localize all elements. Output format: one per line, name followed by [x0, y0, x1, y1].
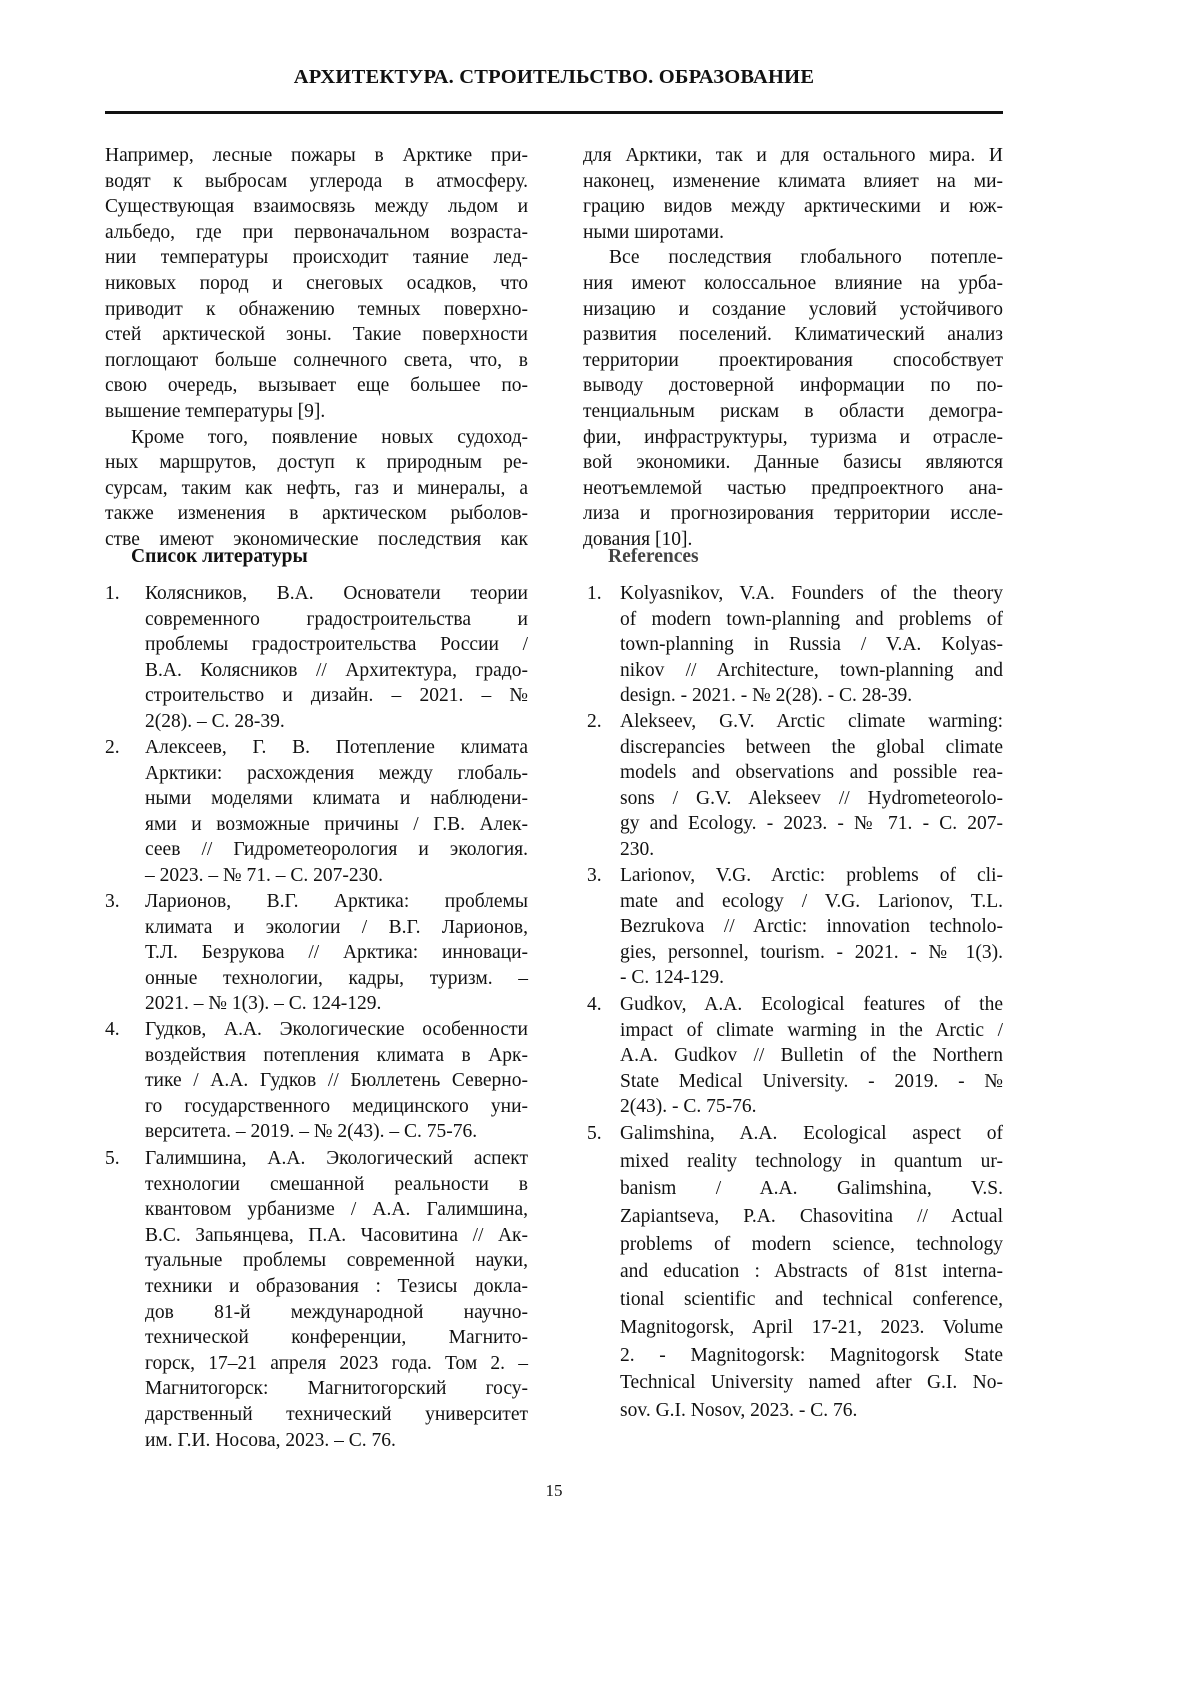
paragraph [583, 143, 1003, 245]
text-line: Гудков, А.А. Экологические особенности [145, 1017, 528, 1043]
text-line: наконец, изменение климата влияет на ми- [583, 169, 1003, 195]
text-line: ными широтами. [583, 220, 1003, 246]
text-line: problems of modern science, technology [620, 1231, 1003, 1259]
text-line: дов 81-й международной научно- [145, 1300, 528, 1326]
text-line: В.С. Запьянцева, П.А. Часовитина // Ак- [145, 1223, 528, 1249]
text-line: Magnitogorsk, April 17-21, 2023. Volume [620, 1314, 1003, 1342]
text-line: воздействия потепления климата в Арк- [145, 1043, 528, 1069]
text-line: климата и экологии / В.Г. Ларионов, [145, 915, 528, 941]
text-line: современного градостроительства и [145, 607, 528, 633]
text-line: Существующая взаимосвязь между льдом и [105, 194, 528, 220]
text-line: 2. - Magnitogorsk: Magnitogorsk State [620, 1342, 1003, 1370]
text-line: технологии смешанной реальности в [145, 1172, 528, 1198]
reference-item [145, 1017, 528, 1145]
text-line: State Medical University. - 2019. - № [620, 1069, 1003, 1095]
reference-item [620, 1120, 1003, 1425]
text-line: вой экономики. Данные базисы являются [583, 450, 1003, 476]
text-line: тике / А.А. Гудков // Бюллетень Северно- [145, 1068, 528, 1094]
text-line: ями и возможные причины / Г.В. Алек- [145, 812, 528, 838]
reference-number: 4. [105, 1017, 120, 1043]
text-line: Т.Л. Безрукова // Арктика: инноваци- [145, 940, 528, 966]
reference-item [145, 735, 528, 889]
paragraph [583, 245, 1003, 552]
text-line: discrepancies between the global climate [620, 735, 1003, 761]
text-line: лиза и прогнозирования территории иссле- [583, 501, 1003, 527]
text-line: водят к выбросам углерода в атмосферу. [105, 169, 528, 195]
text-line: альбедо, где при первоначальном возраста- [105, 220, 528, 246]
text-line: для Арктики, так и для остального мира. И [583, 143, 1003, 169]
text-line: развития поселений. Климатический анализ [583, 322, 1003, 348]
text-line: 230. [620, 837, 1003, 863]
text-line: Все последствия глобального потепле- [609, 245, 1003, 271]
text-line: Ларионов, В.Г. Арктика: проблемы [145, 889, 528, 915]
text-line: Technical University named after G.I. No- [620, 1369, 1003, 1397]
reference-item [145, 1146, 528, 1453]
text-line: ния имеют колоссальное влияние на урба- [583, 271, 1003, 297]
text-line: фии, инфраструктуры, туризма и отрасле- [583, 425, 1003, 451]
text-line: Например, лесные пожары в Арктике при- [105, 143, 528, 169]
text-line: техники и образования : Тезисы докла- [145, 1274, 528, 1300]
reference-item [145, 581, 528, 735]
text-line: sov. G.I. Nosov, 2023. - С. 76. [620, 1397, 1003, 1425]
reference-item [620, 581, 1003, 709]
text-line: Alekseev, G.V. Arctic climate warming: [620, 709, 1003, 735]
text-line: стве имеют экономические последствия как [105, 527, 528, 553]
references-heading-ru: Список литературы [131, 544, 308, 570]
text-line: Gudkov, A.A. Ecological features of the [620, 992, 1003, 1018]
text-line: mate and ecology / V.G. Larionov, T.L. [620, 889, 1003, 915]
text-line: ными моделями климата и наблюдени- [145, 786, 528, 812]
reference-number: 1. [587, 581, 602, 607]
reference-item [620, 992, 1003, 1120]
text-line: выводу достоверной информации по по- [583, 373, 1003, 399]
text-line: sons / G.V. Alekseev // Hydrometeorolo- [620, 786, 1003, 812]
text-line: mixed reality technology in quantum ur- [620, 1148, 1003, 1176]
reference-number: 4. [587, 992, 602, 1018]
left-column-text [105, 143, 528, 553]
header-rule [105, 111, 1003, 114]
text-line: of modern town-planning and problems of [620, 607, 1003, 633]
text-line: models and observations and possible rea- [620, 760, 1003, 786]
text-line: территории проектирования способствует [583, 348, 1003, 374]
text-line: gy and Ecology. - 2023. - № 71. - С. 207- [620, 811, 1003, 837]
text-line: никовых пород и снеговых осадков, что [105, 271, 528, 297]
text-line: свою очередь, вызывает еще большее по- [105, 373, 528, 399]
reference-number: 2. [105, 735, 120, 761]
text-line: поглощают больше солнечного света, что, в [105, 348, 528, 374]
page-number: 15 [0, 1481, 1108, 1501]
text-line: вышение температуры [9]. [105, 399, 528, 425]
text-line: Larionov, V.G. Arctic: problems of cli- [620, 863, 1003, 889]
paragraph [105, 143, 528, 425]
text-line: 2(43). - С. 75-76. [620, 1094, 1003, 1120]
text-line: A.A. Gudkov // Bulletin of the Northern [620, 1043, 1003, 1069]
text-line: стей арктической зоны. Такие поверхности [105, 322, 528, 348]
text-line: Кроме того, появление новых судоход- [131, 425, 528, 451]
text-line: design. - 2021. - № 2(28). - С. 28-39. [620, 683, 1003, 709]
reference-number: 3. [105, 889, 120, 915]
text-line: and education : Abstracts of 81st interna- [620, 1258, 1003, 1286]
text-line: го государственного медицинского уни- [145, 1094, 528, 1120]
text-line: низацию и создание условий устойчивого [583, 297, 1003, 323]
text-line: nikov // Architecture, town-planning and [620, 658, 1003, 684]
text-line: тенциальным рискам в области демогра- [583, 399, 1003, 425]
text-line: gies, personnel, tourism. - 2021. - № 1(3). [620, 940, 1003, 966]
reference-number: 3. [587, 863, 602, 889]
text-line: дарственный технический университет [145, 1402, 528, 1428]
text-line: В.А. Колясников // Архитектура, градо- [145, 658, 528, 684]
reference-item [620, 709, 1003, 863]
text-line: проблемы градостроительства России / [145, 632, 528, 658]
reference-number: 2. [587, 709, 602, 735]
text-line: приводит к обнажению темных поверхно- [105, 297, 528, 323]
text-line: Магнитогорск: Магнитогорский госу- [145, 1376, 528, 1402]
text-line: сурсам, таким как нефть, газ и минералы, а [105, 476, 528, 502]
right-column-text [583, 143, 1003, 553]
text-line: им. Г.И. Носова, 2023. – С. 76. [145, 1428, 528, 1454]
reference-item [145, 889, 528, 1017]
text-line: Галимшина, А.А. Экологический аспект [145, 1146, 528, 1172]
reference-item [620, 863, 1003, 991]
text-line: горск, 17–21 апреля 2023 года. Том 2. – [145, 1351, 528, 1377]
text-line: строительство и дизайн. – 2021. – № [145, 683, 528, 709]
text-line: верситета. – 2019. – № 2(43). – С. 75-76. [145, 1119, 528, 1145]
text-line: Арктики: расхождения между глобаль- [145, 761, 528, 787]
text-line: 2021. – № 1(3). – С. 124-129. [145, 991, 528, 1017]
text-line: нии температуры происходит таяние лед- [105, 245, 528, 271]
running-header: АРХИТЕКТУРА. СТРОИТЕЛЬСТВО. ОБРАЗОВАНИЕ [105, 66, 1003, 89]
text-line: грацию видов между арктическими и юж- [583, 194, 1003, 220]
references-heading-en: References [608, 544, 699, 570]
text-line: Алексеев, Г. В. Потепление климата [145, 735, 528, 761]
reference-number: 5. [105, 1146, 120, 1172]
text-line: технической конференции, Магнито- [145, 1325, 528, 1351]
reference-number: 5. [587, 1121, 602, 1147]
reference-number: 1. [105, 581, 120, 607]
text-line: онные технологии, кадры, туризм. – [145, 966, 528, 992]
text-line: Bezrukova // Arctic: innovation technolo- [620, 914, 1003, 940]
paragraph [105, 425, 528, 553]
text-line: туальные проблемы современной науки, [145, 1248, 528, 1274]
text-line: – 2023. – № 71. – С. 207-230. [145, 863, 528, 889]
text-line: 2(28). – С. 28-39. [145, 709, 528, 735]
text-line: неотъемлемой частью предпроектного ана- [583, 476, 1003, 502]
text-line: Zapiantseva, P.A. Chasovitina // Actual [620, 1203, 1003, 1231]
text-line: Kolyasnikov, V.A. Founders of the theory [620, 581, 1003, 607]
text-line: Колясников, В.А. Основатели теории [145, 581, 528, 607]
text-line: tional scientific and technical conference, [620, 1286, 1003, 1314]
text-line: дования [10]. [583, 527, 1003, 553]
text-line: Galimshina, A.A. Ecological aspect of [620, 1120, 1003, 1148]
text-line: town-planning in Russia / V.A. Kolyas- [620, 632, 1003, 658]
text-line: ных маршрутов, доступ к природным ре- [105, 450, 528, 476]
text-line: сеев // Гидрометеорология и экология. [145, 837, 528, 863]
text-line: banism / A.A. Galimshina, V.S. [620, 1175, 1003, 1203]
text-line: квантовом урбанизме / А.А. Галимшина, [145, 1197, 528, 1223]
text-line: - С. 124-129. [620, 965, 1003, 991]
text-line: также изменения в арктическом рыболов- [105, 501, 528, 527]
text-line: impact of climate warming in the Arctic / [620, 1018, 1003, 1044]
